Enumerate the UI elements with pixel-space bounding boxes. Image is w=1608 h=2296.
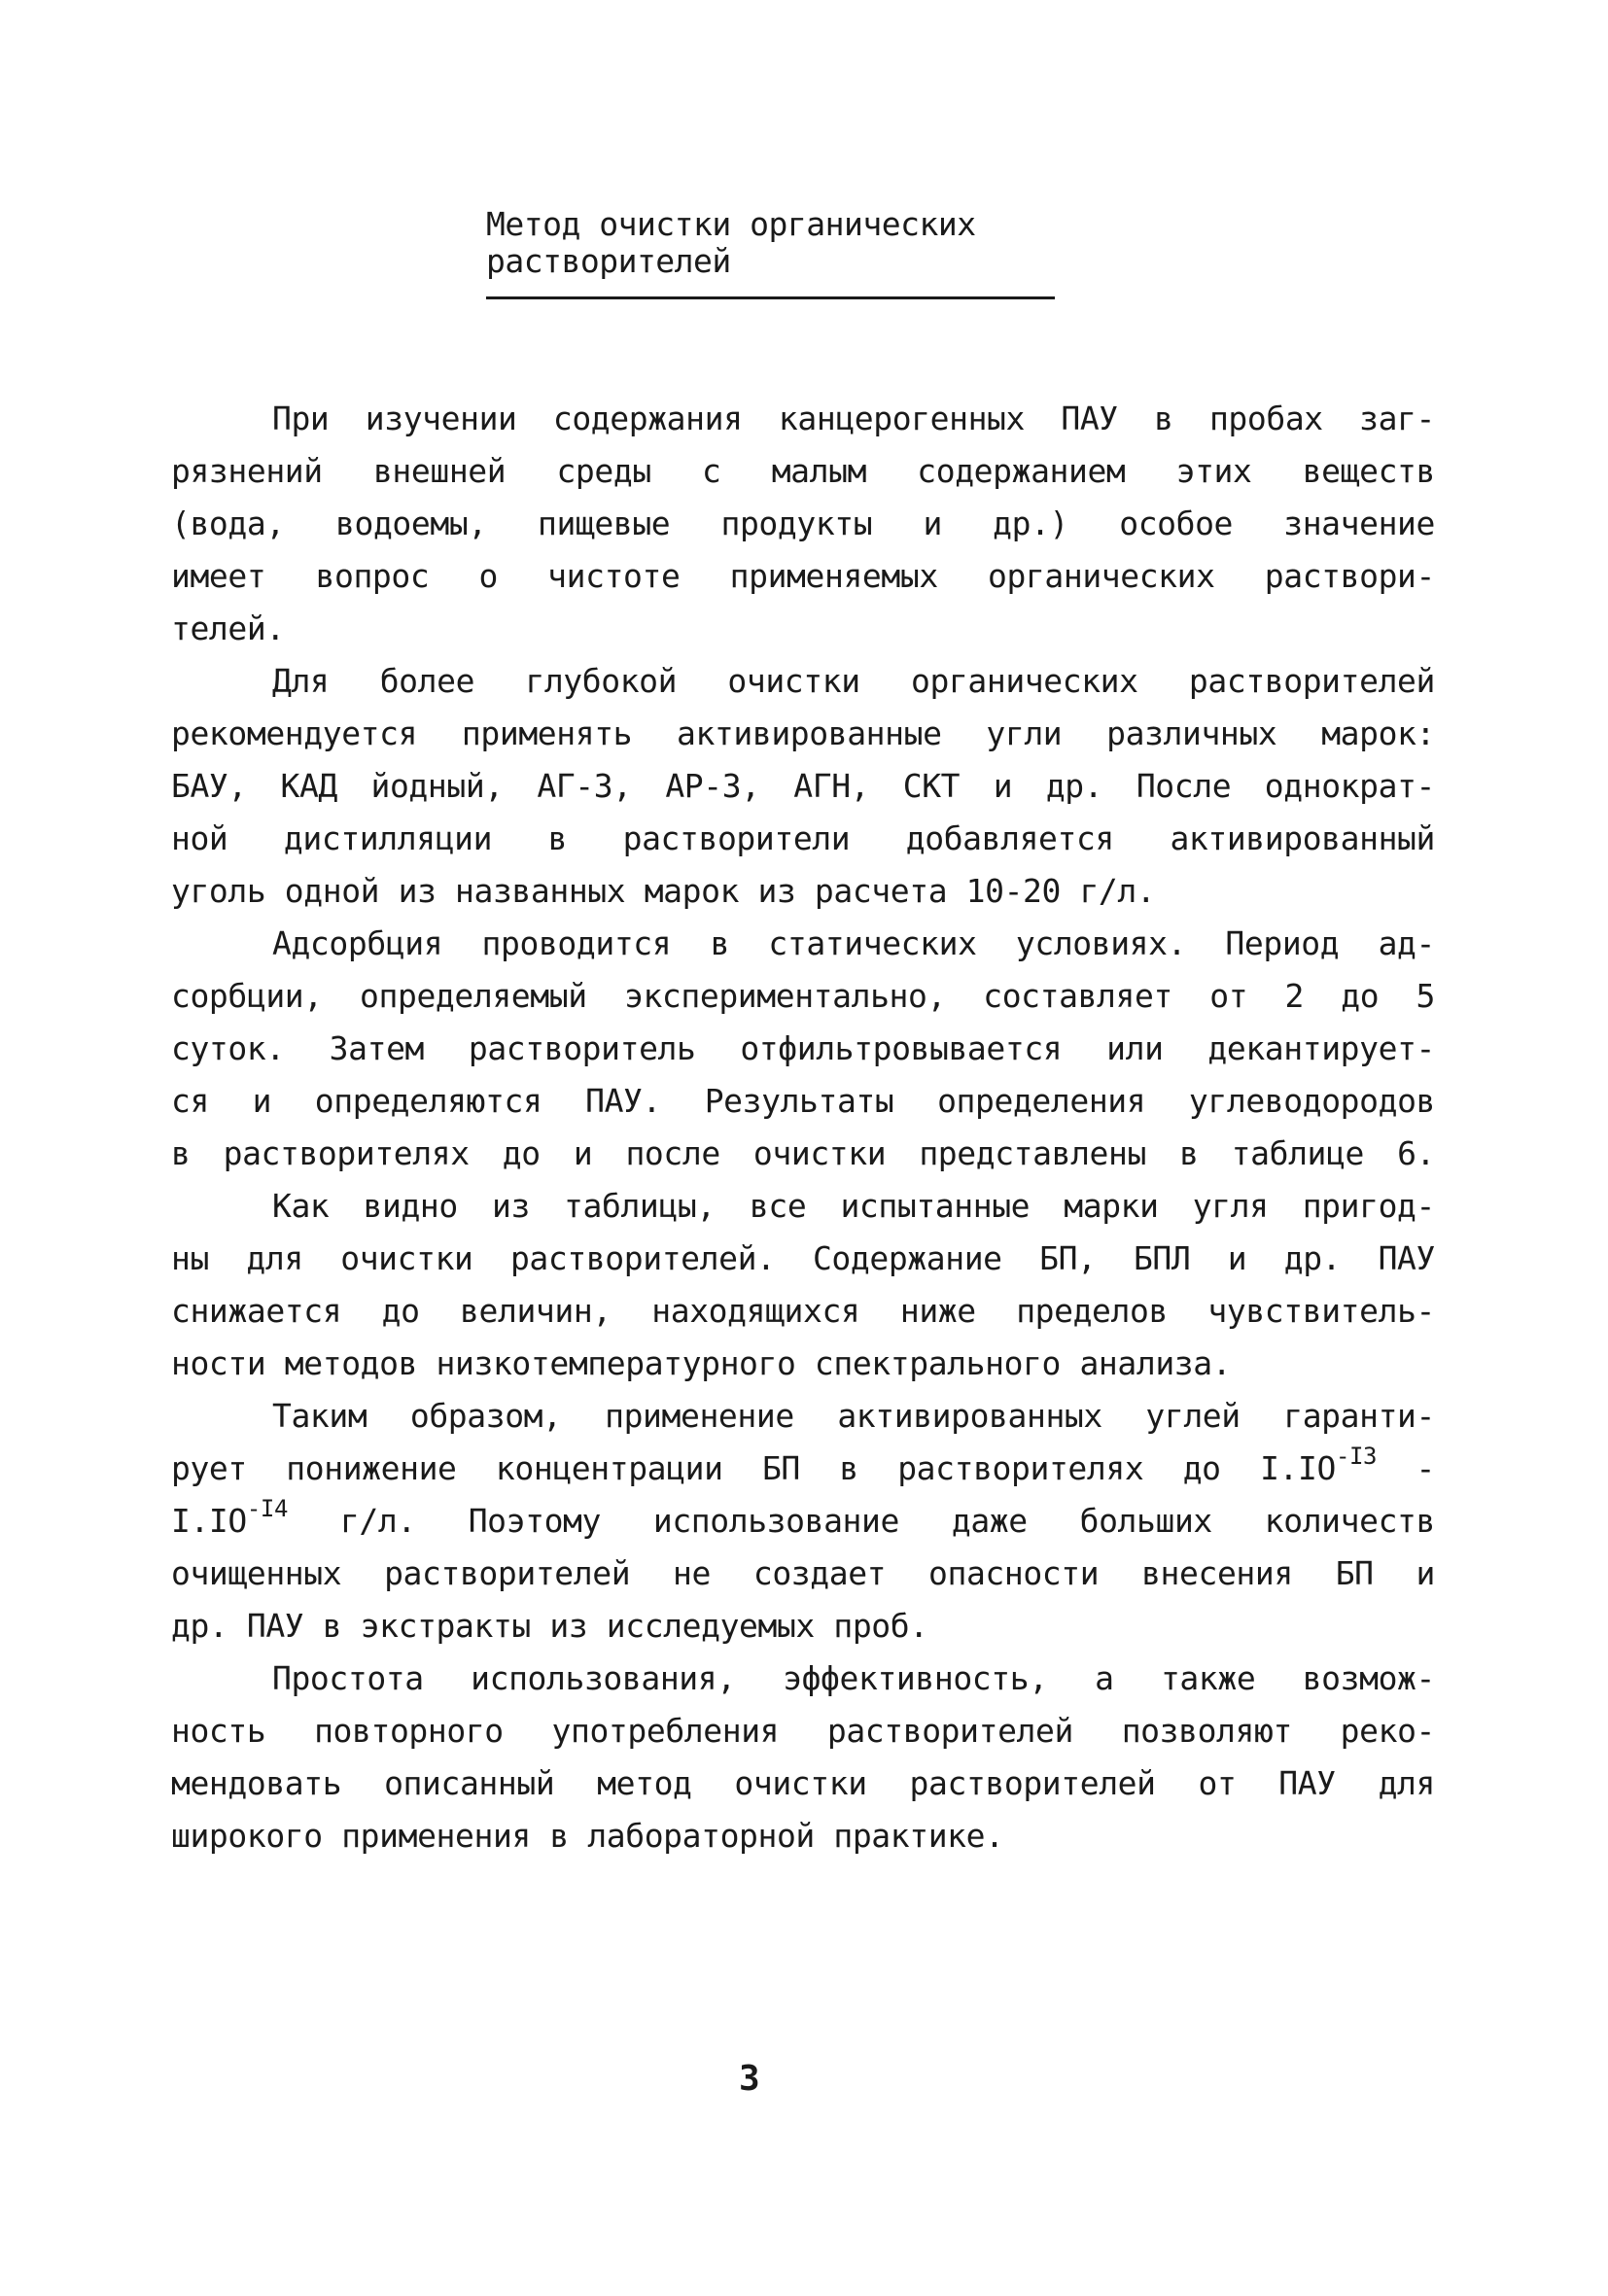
- section-title-line-2: растворителей: [486, 242, 731, 280]
- text-line: снижается до величин, находящихся ниже пределов чувствитель-: [171, 1292, 1435, 1330]
- body-text: [171, 393, 1435, 1862]
- text-line: (вода, водоемы, пищевые продукты и др.) особое значение: [171, 504, 1435, 542]
- text-line-with-superscript: [171, 1495, 1435, 1548]
- text-line: очищенных растворителей не создает опасности внесения БП и: [171, 1554, 1435, 1592]
- text-line: рекомендуется применять активированные угли различных марок:: [171, 714, 1435, 752]
- text-fragment: I.IO: [171, 1502, 247, 1540]
- text-line: мендовать описанный метод очистки растворителей от ПАУ для: [171, 1764, 1435, 1802]
- text-line: суток. Затем растворитель отфильтровывается или декантирует-: [171, 1029, 1435, 1067]
- text-line: Как видно из таблицы, все испытанные марки угля пригод-: [272, 1187, 1435, 1225]
- text-line: Для более глубокой очистки органических растворителей: [272, 662, 1435, 700]
- text-line: широкого применения в лабораторной практике.: [171, 1817, 1004, 1855]
- text-line: ны для очистки растворителей. Содержание БП, БПЛ и др. ПАУ: [171, 1239, 1435, 1277]
- section-title-line-1: Метод очистки органических: [486, 205, 976, 243]
- text-line: ной дистилляции в растворители добавляется активированный: [171, 819, 1435, 857]
- section-title: [486, 206, 1069, 280]
- text-line: Таким образом, применение активированных углей гаранти-: [272, 1397, 1435, 1435]
- text-line: Простота использования, эффективность, а также возмож-: [272, 1659, 1435, 1697]
- text-line: Адсорбция проводится в статических условиях. Период ад-: [272, 924, 1435, 962]
- text-line: в растворителях до и после очистки представлены в таблице 6.: [171, 1134, 1435, 1172]
- text-line: имеет вопрос о чистоте применяемых органических раствори-: [171, 557, 1435, 595]
- text-fragment: -: [1377, 1449, 1435, 1487]
- text-line: уголь одной из названных марок из расчета 10-20 г/л.: [171, 872, 1156, 910]
- text-line: ности методов низкотемпературного спектрального анализа.: [171, 1344, 1232, 1382]
- text-line: ность повторного употребления растворителей позволяют реко-: [171, 1712, 1435, 1750]
- text-line: ся и определяются ПАУ. Результаты определения углеводородов: [171, 1082, 1435, 1120]
- text-line: БАУ, КАД йодный, АГ-3, АР-3, АГН, СКТ и др. После однократ-: [171, 767, 1435, 805]
- text-line-with-superscript: [171, 1443, 1435, 1495]
- page-number: 3: [739, 2059, 760, 2099]
- text-line: рязнений внешней среды с малым содержанием этих веществ: [171, 452, 1435, 490]
- text-line: При изучении содержания канцерогенных ПАУ в пробах заг-: [272, 400, 1435, 437]
- text-line: др. ПАУ в экстракты из исследуемых проб.: [171, 1607, 928, 1645]
- title-underline: [486, 296, 1055, 299]
- superscript-exponent: -I4: [246, 1495, 289, 1522]
- text-fragment: рует понижение концентрации БП в растворителях до I.IO: [171, 1449, 1336, 1487]
- text-fragment: г/л. Поэтому использование даже больших количеств: [288, 1502, 1435, 1540]
- text-line: телей.: [171, 609, 285, 647]
- text-line: сорбции, определяемый экспериментально, составляет от 2 до 5: [171, 977, 1435, 1015]
- superscript-exponent: -I3: [1335, 1443, 1378, 1470]
